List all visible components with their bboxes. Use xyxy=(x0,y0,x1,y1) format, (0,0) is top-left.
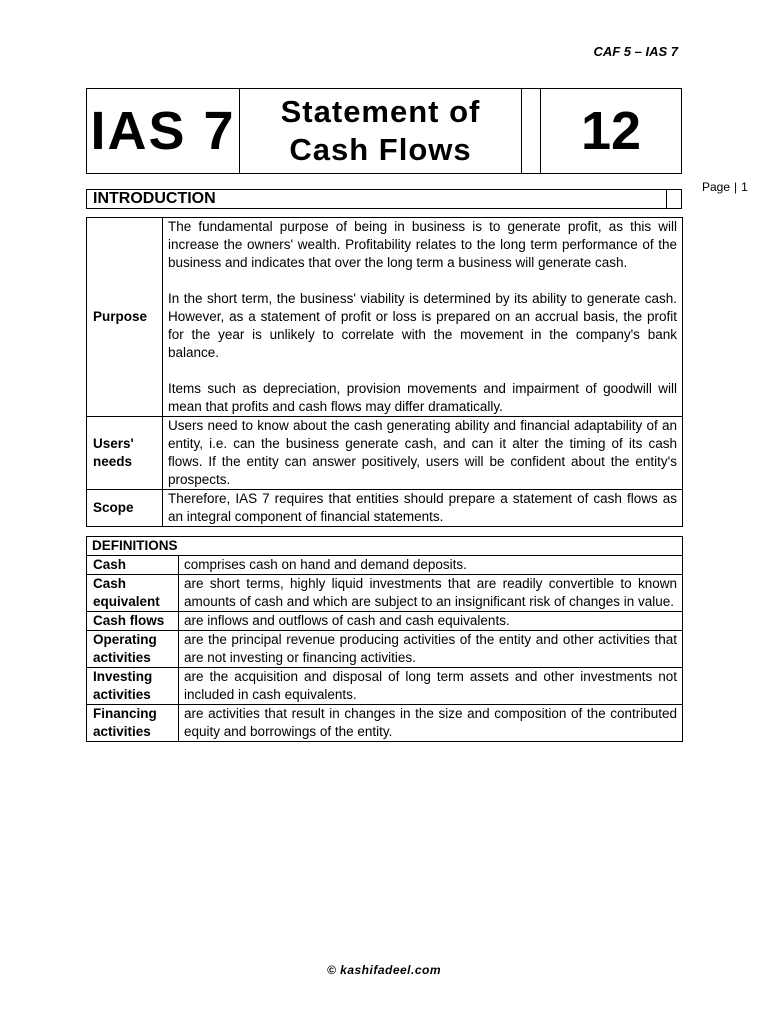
table-row xyxy=(87,417,683,490)
definition-text: are short terms, highly liquid investments that are readily convertible to known amounts of cash and which are subject to an insignificant risk of changes in value. xyxy=(179,575,683,612)
table-row xyxy=(87,668,683,705)
heading-tail-cell xyxy=(667,190,681,208)
table-row xyxy=(87,631,683,668)
definitions-heading: DEFINITIONS xyxy=(87,537,683,556)
paragraph: The fundamental purpose of being in business is to generate profit, as this will increase the owners' wealth. Profitability relates to the long term performance of the business and indicates that over the long term a business will generate cash. xyxy=(168,219,677,270)
page-separator: | xyxy=(734,180,738,194)
definition-term: Financing activities xyxy=(87,705,179,742)
definition-term: Cash xyxy=(87,556,179,575)
page-label: Page xyxy=(702,180,731,194)
row-key: Purpose xyxy=(87,218,163,417)
paragraph: Users need to know about the cash generating ability and financial adaptability of an entity, i.e. can the business generate cash, and can it alter the timing of its cash flows. If the entity can answer positively, users will be confident about the entity's prospects. xyxy=(168,418,677,487)
table-row xyxy=(87,612,683,631)
definition-term: Investing activities xyxy=(87,668,179,705)
row-value xyxy=(163,218,683,417)
chapter-number: 12 xyxy=(580,101,642,161)
definition-text: are activities that result in changes in the size and composition of the contributed equity and borrowings of the entity. xyxy=(179,705,683,742)
chapter-title-line1: Statement of xyxy=(280,94,481,129)
chapter-title xyxy=(240,89,522,173)
definitions-table xyxy=(86,536,683,742)
chapter-title-box xyxy=(86,88,682,174)
definition-text: are the principal revenue producing activities of the entity and other activities that are not investing or financing activities. xyxy=(179,631,683,668)
introduction-heading: INTRODUCTION xyxy=(87,190,667,208)
title-box-spacer xyxy=(522,89,541,173)
standard-code: IAS 7 xyxy=(87,89,240,173)
page-number: 1 xyxy=(741,180,748,194)
definition-text: comprises cash on hand and demand deposits. xyxy=(179,556,683,575)
table-row xyxy=(87,490,683,527)
table-row xyxy=(87,218,683,417)
definitions-heading-row xyxy=(87,537,683,556)
paragraph: In the short term, the business' viability is determined by its ability to generate cash. However, as a statement of profit or loss is prepared on an accrual basis, the profit for the year is unlikely to correlate with the movement in the company's bank balance. xyxy=(168,291,677,360)
row-value xyxy=(163,490,683,527)
chapter-title-line2: Cash Flows xyxy=(289,132,472,167)
row-key: Scope xyxy=(87,490,163,527)
definition-term: Cash equivalent xyxy=(87,575,179,612)
definition-text: are inflows and outflows of cash and cash equivalents. xyxy=(179,612,683,631)
paragraph: Items such as depreciation, provision movements and impairment of goodwill will mean that profits and cash flows may differ dramatically. xyxy=(168,381,677,414)
introduction-heading-box xyxy=(86,189,682,209)
definition-term: Cash flows xyxy=(87,612,179,631)
definition-text: are the acquisition and disposal of long term assets and other investments not included in cash equivalents. xyxy=(179,668,683,705)
paragraph: Therefore, IAS 7 requires that entities should prepare a statement of cash flows as an integral component of financial statements. xyxy=(168,491,677,524)
table-row xyxy=(87,556,683,575)
table-row xyxy=(87,575,683,612)
introduction-table xyxy=(86,217,683,527)
copyright-footer: © kashifadeel.com xyxy=(326,963,442,977)
running-header: CAF 5 – IAS 7 xyxy=(593,44,678,59)
row-key: Users' needs xyxy=(87,417,163,490)
definition-term: Operating activities xyxy=(87,631,179,668)
row-value xyxy=(163,417,683,490)
table-row xyxy=(87,705,683,742)
page-marker xyxy=(702,180,748,194)
